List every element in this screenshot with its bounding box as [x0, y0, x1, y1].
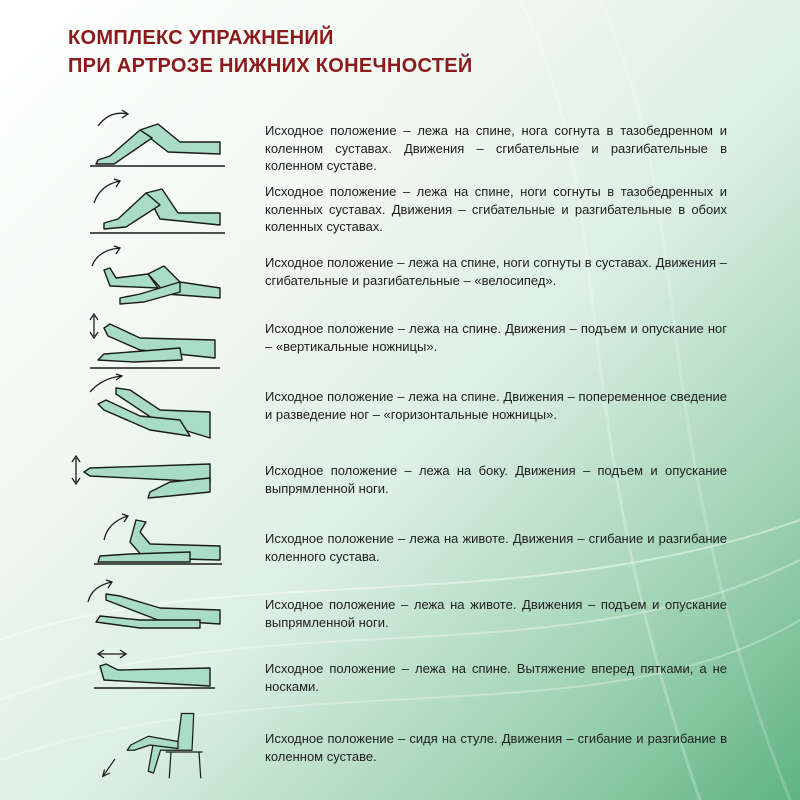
exercise-description: Исходное положение – лежа на спине. Вытяжение вперед пятками, а не носками.	[265, 661, 727, 694]
leg-knee-bend-supine-icon	[70, 104, 230, 174]
seated-knee-extension-icon	[70, 710, 230, 790]
vertical-scissors-icon	[70, 310, 230, 380]
exercise-description: Исходное положение – лежа на спине, нога согнута в тазобедренном и коленном суставах. Движения – сгибательные и разгибательные в коленном суставе.	[265, 123, 727, 173]
exercise-description: Исходное положение – лежа на боку. Движения – подъем и опускание выпрямленной ноги.	[265, 463, 727, 496]
exercise-description: Исходное положение – лежа на животе. Движения – сгибание и разгибание коленного сустава.	[265, 531, 727, 564]
page-title	[68, 24, 473, 80]
heel-stretch-icon	[70, 648, 230, 718]
exercise-description: Исходное положение – лежа на спине, ноги согнуты в тазобедренных и коленных суставах. Движения – сгибательные и разгибательные в обоих коленных суставах.	[265, 184, 727, 234]
side-leg-raise-icon	[70, 448, 230, 518]
title-line-2: ПРИ АРТРОЗЕ НИЖНИХ КОНЕЧНОСТЕЙ	[68, 55, 473, 77]
title-line-1: КОМПЛЕКС УПРАЖНЕНИЙ	[68, 27, 334, 49]
exercise-description: Исходное положение – лежа на животе. Движения – подъем и опускание выпрямленной ноги.	[265, 597, 727, 630]
bicycle-legs-icon	[70, 246, 230, 316]
prone-leg-raise-icon	[70, 580, 230, 650]
legs-knees-bend-supine-icon	[70, 175, 230, 245]
exercise-description: Исходное положение – лежа на спине. Движения – подъем и опускание ног – «вертикальные ножницы».	[265, 321, 727, 354]
horizontal-scissors-icon	[70, 376, 230, 446]
prone-knee-bend-icon	[70, 512, 230, 582]
exercise-description: Исходное положение – сидя на стуле. Движения – сгибание и разгибание в коленном суставе.	[265, 731, 727, 764]
exercise-description: Исходное положение – лежа на спине. Движения – попеременное сведение и разведение ног – «горизонтальные ножницы».	[265, 389, 727, 422]
exercise-description: Исходное положение – лежа на спине, ноги согнуты в суставах. Движения – сгибательные и разгибательные – «велосипед».	[265, 255, 727, 288]
